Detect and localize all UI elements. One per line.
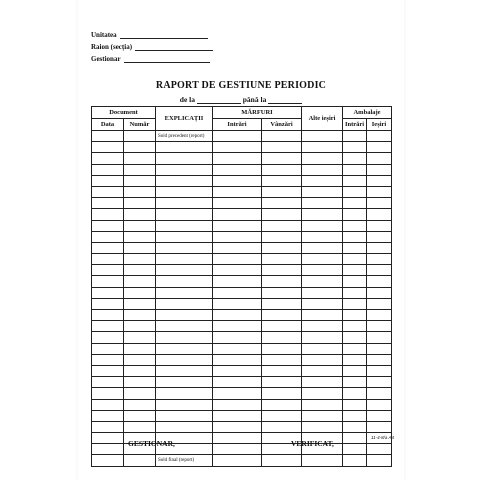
- table-cell[interactable]: [124, 198, 156, 209]
- table-cell[interactable]: [213, 276, 262, 287]
- table-cell[interactable]: [124, 254, 156, 265]
- table-cell[interactable]: [92, 421, 124, 432]
- table-cell[interactable]: [302, 365, 343, 376]
- table-cell[interactable]: [343, 388, 367, 399]
- table-row: [92, 310, 392, 321]
- table-cell[interactable]: [156, 332, 213, 343]
- table-cell[interactable]: [262, 209, 302, 220]
- table-cell[interactable]: [92, 142, 124, 153]
- period-to-label: până la: [242, 95, 267, 104]
- table-cell[interactable]: [367, 276, 392, 287]
- table-cell[interactable]: [367, 131, 392, 142]
- table-cell[interactable]: [213, 209, 262, 220]
- report-table: [91, 106, 395, 467]
- period-line: [78, 95, 404, 104]
- col-numar: Număr: [124, 119, 156, 131]
- table-row: [92, 377, 392, 388]
- field-gestionar-blank[interactable]: [124, 55, 210, 63]
- sold-final-label: Sold final (report): [156, 455, 213, 466]
- col-group-ambalaje: Ambalaje: [343, 107, 392, 119]
- table-cell[interactable]: [156, 153, 213, 164]
- sold-precedent-label: Sold precedent (report): [156, 131, 213, 142]
- table-cell[interactable]: [343, 444, 367, 455]
- table-cell[interactable]: [156, 254, 213, 265]
- table-cell[interactable]: [367, 186, 392, 197]
- table-cell[interactable]: [156, 242, 213, 253]
- table-cell[interactable]: [213, 343, 262, 354]
- table-cell[interactable]: [156, 276, 213, 287]
- table-cell[interactable]: [156, 310, 213, 321]
- field-gestionar-label: Gestionar: [91, 55, 121, 63]
- table-cell[interactable]: [124, 265, 156, 276]
- table-cell[interactable]: [367, 153, 392, 164]
- table-cell[interactable]: [367, 242, 392, 253]
- col-marfuri-vanzari: Vânzări: [262, 119, 302, 131]
- table-cell[interactable]: [124, 354, 156, 365]
- table-cell[interactable]: [156, 410, 213, 421]
- period-from-blank[interactable]: [197, 96, 241, 104]
- table-cell[interactable]: [124, 321, 156, 332]
- table-cell[interactable]: [124, 365, 156, 376]
- table-cell[interactable]: [262, 310, 302, 321]
- field-unitatea-blank[interactable]: [120, 31, 208, 39]
- table-cell[interactable]: [302, 164, 343, 175]
- table-cell[interactable]: [92, 198, 124, 209]
- col-alte-iesiri: Alte ieșiri: [302, 107, 343, 131]
- field-unitatea-label: Unitatea: [91, 31, 117, 39]
- table-cell[interactable]: [367, 175, 392, 186]
- table-cell[interactable]: [92, 388, 124, 399]
- table-cell[interactable]: [262, 365, 302, 376]
- col-group-document: Document: [92, 107, 156, 119]
- table-row: [92, 242, 392, 253]
- table-cell[interactable]: [156, 265, 213, 276]
- table-cell[interactable]: [262, 198, 302, 209]
- table-cell[interactable]: [156, 175, 213, 186]
- table-cell[interactable]: [213, 254, 262, 265]
- table-cell[interactable]: [367, 287, 392, 298]
- table-row: [92, 298, 392, 309]
- table-row: [92, 142, 392, 153]
- table-cell[interactable]: [262, 421, 302, 432]
- table-cell[interactable]: [213, 298, 262, 309]
- col-group-marfuri: MĂRFURI: [213, 107, 302, 119]
- table-cell[interactable]: [213, 231, 262, 242]
- table-cell[interactable]: [262, 410, 302, 421]
- table-cell[interactable]: [262, 332, 302, 343]
- table-cell[interactable]: [124, 410, 156, 421]
- table-cell[interactable]: [156, 421, 213, 432]
- table-row: [92, 209, 392, 220]
- table-cell[interactable]: [213, 265, 262, 276]
- table-cell[interactable]: [124, 388, 156, 399]
- table-cell[interactable]: [92, 220, 124, 231]
- table-cell[interactable]: [302, 343, 343, 354]
- table-cell[interactable]: [156, 220, 213, 231]
- table-cell[interactable]: [213, 220, 262, 231]
- table-cell[interactable]: [124, 298, 156, 309]
- table-cell[interactable]: [343, 131, 367, 142]
- table-cell[interactable]: [213, 365, 262, 376]
- table-cell[interactable]: [367, 399, 392, 410]
- table-cell[interactable]: [124, 186, 156, 197]
- table-cell[interactable]: [367, 142, 392, 153]
- table-cell[interactable]: [367, 388, 392, 399]
- table-cell[interactable]: [92, 164, 124, 175]
- table-cell[interactable]: [262, 377, 302, 388]
- table-cell[interactable]: [213, 354, 262, 365]
- table-cell[interactable]: [92, 209, 124, 220]
- table-cell[interactable]: [213, 287, 262, 298]
- table-cell[interactable]: [343, 321, 367, 332]
- table-cell[interactable]: [367, 444, 392, 455]
- table-cell[interactable]: [343, 421, 367, 432]
- table-cell[interactable]: [367, 231, 392, 242]
- table-row: [92, 410, 392, 421]
- table-row: [92, 332, 392, 343]
- table-cell[interactable]: [124, 455, 156, 466]
- table-cell[interactable]: [124, 231, 156, 242]
- table-cell[interactable]: [213, 377, 262, 388]
- table-cell[interactable]: [367, 220, 392, 231]
- table-cell[interactable]: [262, 142, 302, 153]
- field-raion[interactable]: [91, 43, 213, 51]
- table-cell[interactable]: [124, 131, 156, 142]
- table-cell[interactable]: [92, 242, 124, 253]
- table-cell[interactable]: [343, 209, 367, 220]
- table-row: [92, 276, 392, 287]
- table-cell[interactable]: [156, 209, 213, 220]
- table-cell[interactable]: [156, 186, 213, 197]
- table-cell[interactable]: [343, 186, 367, 197]
- table-cell[interactable]: [343, 354, 367, 365]
- table-cell[interactable]: [124, 164, 156, 175]
- table-cell[interactable]: [156, 231, 213, 242]
- table-cell[interactable]: [302, 254, 343, 265]
- table-cell[interactable]: [92, 186, 124, 197]
- table-row: [92, 231, 392, 242]
- table-cell[interactable]: [343, 433, 367, 444]
- table-cell[interactable]: [302, 265, 343, 276]
- table-cell[interactable]: [213, 131, 262, 142]
- col-ambalaje-iesiri: Ieșiri: [367, 119, 392, 131]
- table-cell[interactable]: [343, 343, 367, 354]
- table-cell[interactable]: [124, 399, 156, 410]
- table-cell[interactable]: [213, 332, 262, 343]
- table-cell[interactable]: [92, 354, 124, 365]
- table-cell[interactable]: [262, 265, 302, 276]
- table-cell[interactable]: [302, 276, 343, 287]
- table-cell[interactable]: [156, 365, 213, 376]
- table-cell[interactable]: [343, 287, 367, 298]
- table-cell[interactable]: [343, 242, 367, 253]
- table-cell[interactable]: [367, 321, 392, 332]
- table-cell[interactable]: [262, 455, 302, 466]
- field-raion-label: Raion (secția): [91, 43, 133, 51]
- table-cell[interactable]: [124, 377, 156, 388]
- table-row: [92, 131, 392, 142]
- table-cell[interactable]: [302, 455, 343, 466]
- table-cell[interactable]: [343, 399, 367, 410]
- table-cell[interactable]: [262, 276, 302, 287]
- table-cell[interactable]: [262, 175, 302, 186]
- table-cell[interactable]: [92, 365, 124, 376]
- table-row: [92, 153, 392, 164]
- field-unitatea[interactable]: [91, 31, 208, 39]
- table-cell[interactable]: [367, 343, 392, 354]
- table-cell[interactable]: [156, 399, 213, 410]
- table-cell[interactable]: [213, 310, 262, 321]
- table-cell[interactable]: [262, 231, 302, 242]
- signature-verificat: VERIFICAT,: [291, 439, 334, 448]
- table-row: [92, 343, 392, 354]
- col-data: Data: [92, 119, 124, 131]
- table-cell[interactable]: [367, 365, 392, 376]
- table-cell[interactable]: [213, 321, 262, 332]
- table-cell[interactable]: [124, 220, 156, 231]
- table-cell[interactable]: [262, 298, 302, 309]
- table-row: [92, 198, 392, 209]
- table-cell[interactable]: [213, 186, 262, 197]
- table-cell[interactable]: [262, 242, 302, 253]
- table-cell[interactable]: [262, 388, 302, 399]
- table-cell[interactable]: [343, 254, 367, 265]
- table-cell[interactable]: [302, 186, 343, 197]
- table-cell[interactable]: [92, 287, 124, 298]
- table-cell[interactable]: [156, 287, 213, 298]
- table-cell[interactable]: [156, 388, 213, 399]
- table-cell[interactable]: [92, 399, 124, 410]
- table-row: [92, 164, 392, 175]
- table-cell[interactable]: [367, 298, 392, 309]
- table-cell[interactable]: [302, 321, 343, 332]
- table-row: [92, 321, 392, 332]
- table-cell[interactable]: [367, 455, 392, 466]
- col-ambalaje-intrari: Intrări: [343, 119, 367, 131]
- table-cell[interactable]: [262, 186, 302, 197]
- table-cell[interactable]: [124, 287, 156, 298]
- table-cell[interactable]: [262, 399, 302, 410]
- table-cell[interactable]: [92, 231, 124, 242]
- table-cell[interactable]: [343, 198, 367, 209]
- table-row: [92, 220, 392, 231]
- table-cell[interactable]: [262, 354, 302, 365]
- table-row: [92, 287, 392, 298]
- table-cell[interactable]: [367, 377, 392, 388]
- table-cell[interactable]: [262, 343, 302, 354]
- table-cell[interactable]: [124, 276, 156, 287]
- table-cell[interactable]: [92, 332, 124, 343]
- table-cell[interactable]: [156, 164, 213, 175]
- table-cell[interactable]: [92, 444, 124, 455]
- table-cell[interactable]: [156, 321, 213, 332]
- table-cell[interactable]: [92, 321, 124, 332]
- table-cell[interactable]: [343, 164, 367, 175]
- table-cell[interactable]: [302, 220, 343, 231]
- col-marfuri-intrari: Intrări: [213, 119, 262, 131]
- table-cell[interactable]: [213, 164, 262, 175]
- table-cell[interactable]: [367, 198, 392, 209]
- table-cell[interactable]: [156, 198, 213, 209]
- table-cell[interactable]: [367, 410, 392, 421]
- table-cell[interactable]: [92, 175, 124, 186]
- table-cell[interactable]: [343, 410, 367, 421]
- table-cell[interactable]: [367, 310, 392, 321]
- table-cell[interactable]: [302, 410, 343, 421]
- table-cell[interactable]: [367, 421, 392, 432]
- table-cell[interactable]: [213, 444, 262, 455]
- table-cell[interactable]: [92, 455, 124, 466]
- table-row: [92, 354, 392, 365]
- table-cell[interactable]: [343, 142, 367, 153]
- table-cell[interactable]: [213, 142, 262, 153]
- table-cell[interactable]: [213, 433, 262, 444]
- field-raion-blank[interactable]: [135, 43, 213, 51]
- table-cell[interactable]: [124, 175, 156, 186]
- table-cell[interactable]: [343, 298, 367, 309]
- table-cell[interactable]: [302, 354, 343, 365]
- table-cell[interactable]: [92, 254, 124, 265]
- table-cell[interactable]: [367, 354, 392, 365]
- table-cell[interactable]: [213, 175, 262, 186]
- period-from-label: de la: [179, 95, 196, 104]
- table-cell[interactable]: [156, 298, 213, 309]
- table-cell[interactable]: [343, 276, 367, 287]
- table-cell[interactable]: [302, 399, 343, 410]
- table-cell[interactable]: [92, 298, 124, 309]
- table-cell[interactable]: [262, 254, 302, 265]
- table-row: [92, 455, 392, 466]
- table-cell[interactable]: [92, 377, 124, 388]
- table-cell[interactable]: [302, 175, 343, 186]
- table-cell[interactable]: [213, 153, 262, 164]
- table-cell[interactable]: [302, 421, 343, 432]
- table-cell[interactable]: [302, 242, 343, 253]
- table-cell[interactable]: [343, 365, 367, 376]
- table-cell[interactable]: [302, 310, 343, 321]
- table-cell[interactable]: [302, 287, 343, 298]
- report-title: RAPORT DE GESTIUNE PERIODIC: [155, 80, 327, 91]
- table-cell[interactable]: [92, 265, 124, 276]
- table-cell[interactable]: [213, 388, 262, 399]
- table-cell[interactable]: [302, 388, 343, 399]
- table-cell[interactable]: [92, 276, 124, 287]
- table-cell[interactable]: [213, 242, 262, 253]
- table-cell[interactable]: [302, 209, 343, 220]
- table-cell[interactable]: [367, 332, 392, 343]
- table-cell[interactable]: [302, 377, 343, 388]
- table-cell[interactable]: [302, 231, 343, 242]
- table-cell[interactable]: [124, 343, 156, 354]
- table-cell[interactable]: [343, 310, 367, 321]
- table-cell[interactable]: [367, 254, 392, 265]
- table-cell[interactable]: [262, 153, 302, 164]
- col-explicatii: EXPLICAȚII: [156, 107, 213, 131]
- table-row: [92, 388, 392, 399]
- table-cell[interactable]: [367, 265, 392, 276]
- table-cell[interactable]: [124, 310, 156, 321]
- table-cell[interactable]: [156, 354, 213, 365]
- table-cell[interactable]: [213, 198, 262, 209]
- table-cell[interactable]: [262, 220, 302, 231]
- signature-gestionar: GESTIONAR,: [128, 439, 175, 448]
- table-cell[interactable]: [213, 455, 262, 466]
- table-cell[interactable]: [343, 220, 367, 231]
- table-cell[interactable]: [92, 433, 124, 444]
- form-code: 11-4-8/a A4: [371, 435, 395, 440]
- table-row: [92, 254, 392, 265]
- table-cell[interactable]: [92, 310, 124, 321]
- table-row: [92, 265, 392, 276]
- table-row: [92, 365, 392, 376]
- table-cell[interactable]: [92, 153, 124, 164]
- table-cell[interactable]: [343, 175, 367, 186]
- table-cell[interactable]: [124, 421, 156, 432]
- table-cell[interactable]: [124, 332, 156, 343]
- table-cell[interactable]: [302, 142, 343, 153]
- table-cell[interactable]: [156, 343, 213, 354]
- table-cell[interactable]: [302, 332, 343, 343]
- table-cell[interactable]: [213, 421, 262, 432]
- table-cell[interactable]: [343, 332, 367, 343]
- table-cell[interactable]: [262, 131, 302, 142]
- field-gestionar[interactable]: [91, 55, 210, 63]
- table-row: [92, 399, 392, 410]
- table-row: [92, 186, 392, 197]
- table-cell[interactable]: [302, 153, 343, 164]
- table-cell[interactable]: [302, 131, 343, 142]
- table-row: [92, 175, 392, 186]
- table-cell[interactable]: [124, 142, 156, 153]
- period-to-blank[interactable]: [268, 96, 302, 104]
- table-cell[interactable]: [302, 298, 343, 309]
- table-cell[interactable]: [92, 131, 124, 142]
- table-cell[interactable]: [124, 153, 156, 164]
- table-row: [92, 421, 392, 432]
- table-cell[interactable]: [124, 209, 156, 220]
- table-cell[interactable]: [92, 343, 124, 354]
- table-cell[interactable]: [262, 321, 302, 332]
- table-cell[interactable]: [124, 242, 156, 253]
- table-cell[interactable]: [343, 153, 367, 164]
- table-cell[interactable]: [343, 265, 367, 276]
- table-cell[interactable]: [156, 377, 213, 388]
- table-cell[interactable]: [343, 377, 367, 388]
- table-cell[interactable]: [343, 455, 367, 466]
- table-cell[interactable]: [262, 287, 302, 298]
- table-cell[interactable]: [367, 164, 392, 175]
- table-cell[interactable]: [343, 231, 367, 242]
- report-table-body: [92, 131, 395, 467]
- table-cell[interactable]: [262, 164, 302, 175]
- table-cell[interactable]: [367, 209, 392, 220]
- table-cell[interactable]: [92, 410, 124, 421]
- table-cell[interactable]: [213, 410, 262, 421]
- table-cell[interactable]: [213, 399, 262, 410]
- table-cell[interactable]: [156, 142, 213, 153]
- table-cell[interactable]: [302, 198, 343, 209]
